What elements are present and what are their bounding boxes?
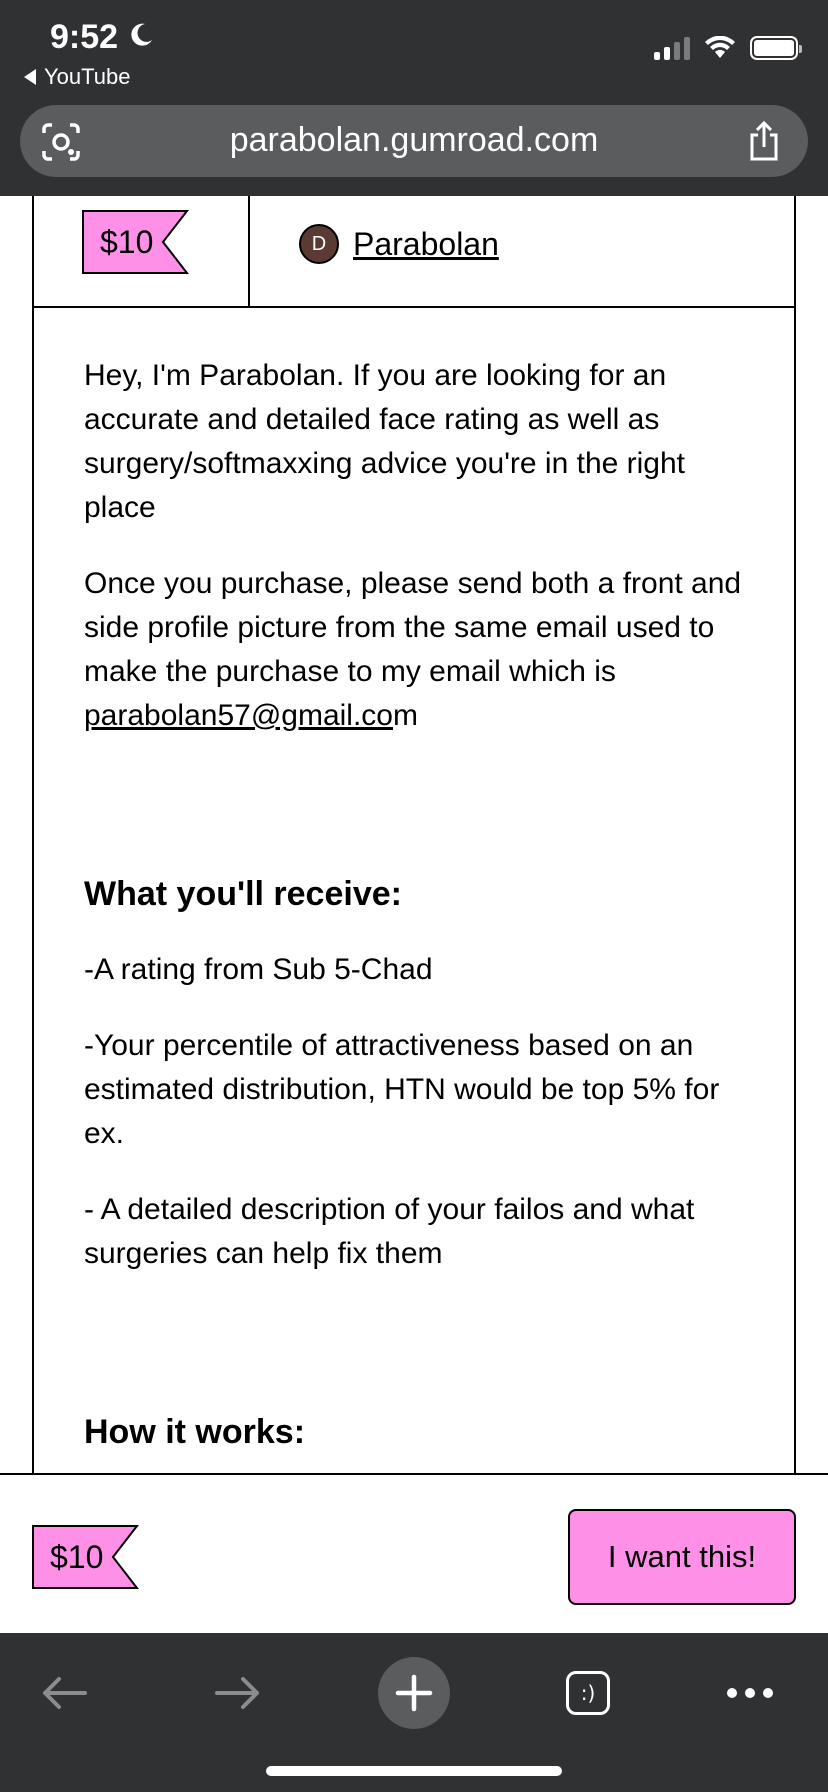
spacer: [84, 1308, 754, 1410]
url-text: parabolan.gumroad.com: [229, 121, 599, 159]
forward-button[interactable]: [202, 1657, 274, 1729]
address-bar[interactable]: [20, 105, 808, 177]
back-button[interactable]: [28, 1657, 100, 1729]
forward-arrow-icon: [213, 1673, 263, 1713]
product-header-row: [34, 196, 794, 308]
receive-item: -A rating from Sub 5-Chad: [84, 953, 433, 986]
share-icon[interactable]: [746, 119, 782, 163]
back-triangle-icon: [24, 69, 36, 85]
how-heading: How it works:: [84, 1413, 306, 1451]
bottom-browser-toolbar: [0, 1633, 828, 1792]
spacer: [84, 770, 754, 872]
top-browser-chrome: [0, 0, 828, 196]
home-indicator[interactable]: [266, 1766, 562, 1776]
buy-bar: [0, 1473, 828, 1633]
status-indicators: [654, 36, 798, 60]
creator-link[interactable]: [299, 224, 499, 264]
receive-heading: What you'll receive:: [84, 875, 402, 913]
plus-icon: [394, 1673, 434, 1713]
battery-icon: [750, 36, 798, 60]
price-tag-notch: [157, 210, 189, 274]
tabs-icon: :): [566, 1671, 610, 1715]
want-this-button[interactable]: I want this!: [568, 1509, 796, 1605]
price-tag: [82, 210, 189, 274]
back-arrow-icon: [39, 1673, 89, 1713]
purchase-text: Once you purchase, please send both a front and side profile picture from the same email used to make the purchase to my email which is: [84, 567, 742, 688]
email-suffix: m: [392, 699, 418, 732]
receive-item: - A detailed description of your failos and what surgeries can help fix them: [84, 1193, 695, 1270]
back-to-app-link[interactable]: [24, 64, 130, 90]
product-card: [32, 196, 796, 1474]
more-button[interactable]: [714, 1657, 786, 1729]
more-icon: [725, 1687, 775, 1699]
back-app-label: YouTube: [44, 64, 131, 89]
tabs-button[interactable]: [552, 1657, 624, 1729]
status-time: 9:52: [50, 18, 119, 56]
signal-icon: [654, 36, 690, 60]
product-description: [84, 354, 754, 1474]
purchase-instructions: [84, 562, 754, 738]
price-label: $10: [82, 210, 157, 274]
moon-icon: [128, 22, 154, 48]
intro-paragraph: Hey, I'm Parabolan. If you are looking for an accurate and detailed face rating as well as surgery/softmaxxing advice you're in the right place: [84, 359, 686, 524]
receive-item: -Your percentile of attractiveness based on an estimated distribution, HTN would be top 5% for ex.: [84, 1029, 720, 1150]
new-tab-button[interactable]: [378, 1657, 450, 1729]
product-page: [0, 196, 828, 1474]
buy-bar-price: $10: [32, 1525, 107, 1589]
email-link[interactable]: parabolan57@gmail.co: [84, 699, 393, 732]
wifi-icon: [704, 36, 736, 60]
buy-bar-price-tag: [32, 1525, 139, 1589]
avatar: D: [299, 224, 339, 264]
header-divider: [248, 196, 250, 308]
price-tag-notch: [107, 1525, 139, 1589]
creator-name[interactable]: Parabolan: [353, 225, 499, 262]
